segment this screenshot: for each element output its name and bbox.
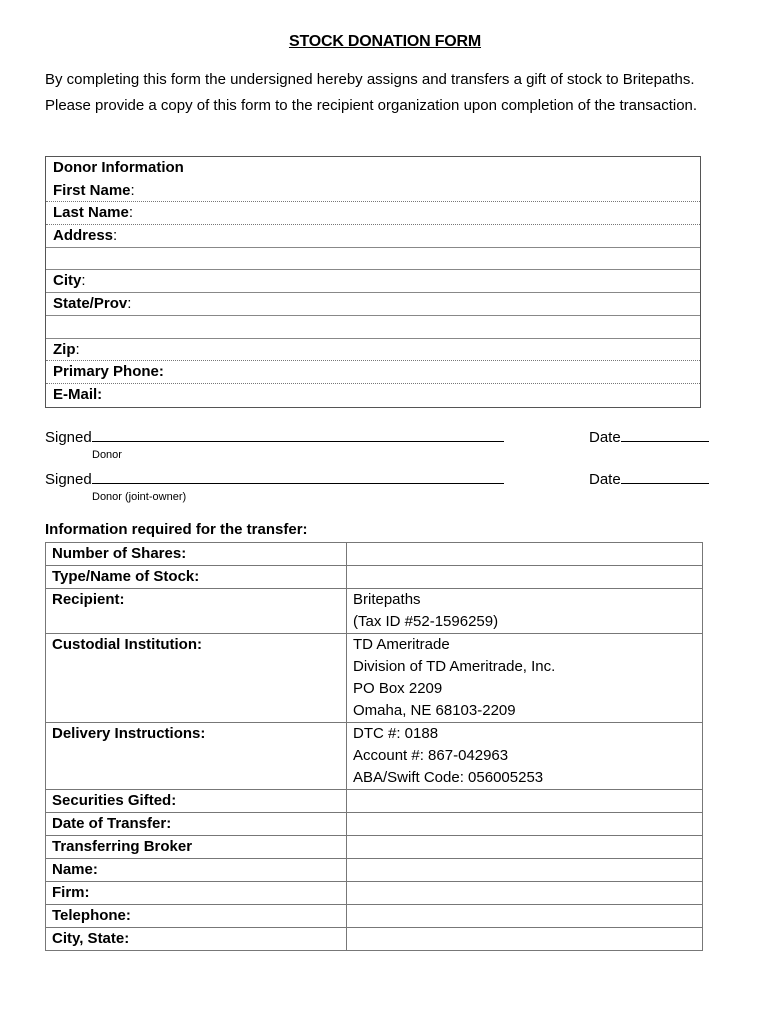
address-field[interactable] xyxy=(46,225,700,248)
joint-owner-caption: Donor (joint-owner) xyxy=(92,491,187,503)
transfer-label: Securities Gifted: xyxy=(46,790,347,813)
transfer-value[interactable] xyxy=(347,813,703,836)
transfer-heading: Information required for the transfer: xyxy=(45,521,308,538)
last-name-label: Last Name xyxy=(53,204,129,222)
transfer-value[interactable] xyxy=(347,882,703,905)
table-row xyxy=(46,566,703,589)
transfer-label: Date of Transfer: xyxy=(46,813,347,836)
transfer-value-line: DTC #: 0188 xyxy=(353,725,439,742)
transfer-value xyxy=(347,634,703,723)
colon: : xyxy=(75,340,80,358)
address-label: Address xyxy=(53,227,114,245)
city-label: City xyxy=(53,272,82,290)
transfer-value[interactable] xyxy=(347,790,703,813)
first-name-label: First Name xyxy=(53,181,131,199)
transfer-value xyxy=(347,589,703,634)
signed-label: Signed xyxy=(45,429,92,446)
transfer-label: Transferring Broker xyxy=(46,836,347,859)
transfer-label: Recipient: xyxy=(46,589,347,634)
intro-text: By completing this form the undersigned hereby assigns and transfers a gift of stock to Britepaths. Please provide a copy of this form to the recipient organization upon completion of the transaction. xyxy=(45,71,698,114)
first-name-field[interactable] xyxy=(46,180,700,203)
table-row xyxy=(46,543,703,566)
signature-underline xyxy=(92,427,504,442)
signed-label: Signed xyxy=(45,471,92,488)
transfer-value-line: PO Box 2209 xyxy=(353,680,443,697)
state-field[interactable] xyxy=(46,293,700,316)
transfer-value-line: ABA/Swift Code: 056005253 xyxy=(353,769,544,786)
donor-date-line[interactable] xyxy=(589,427,709,446)
transfer-value[interactable] xyxy=(347,928,703,951)
transfer-value[interactable] xyxy=(347,905,703,928)
transfer-label: Custodial Institution: xyxy=(46,634,347,723)
table-row xyxy=(46,723,703,790)
date-label: Date xyxy=(589,471,621,488)
address-line-2-field[interactable] xyxy=(46,248,700,271)
transfer-value[interactable] xyxy=(347,543,703,566)
donor-heading-row xyxy=(46,157,700,180)
table-row xyxy=(46,589,703,634)
transfer-value[interactable] xyxy=(347,566,703,589)
donor-heading: Donor Information xyxy=(53,159,184,176)
phone-field[interactable] xyxy=(46,361,700,384)
transfer-value-line: Britepaths xyxy=(353,591,421,608)
date-underline xyxy=(621,427,709,442)
email-field[interactable] xyxy=(46,384,700,407)
joint-signature-line[interactable] xyxy=(45,469,504,488)
transfer-value xyxy=(347,723,703,790)
zip-label: Zip xyxy=(53,340,76,358)
table-row xyxy=(46,836,703,859)
date-label: Date xyxy=(589,429,621,446)
transfer-info-table xyxy=(45,542,703,951)
joint-date-line[interactable] xyxy=(589,469,709,488)
signature-underline xyxy=(92,469,504,484)
table-row xyxy=(46,790,703,813)
table-row xyxy=(46,634,703,723)
transfer-label: Name: xyxy=(46,859,347,882)
transfer-value-line: Account #: 867-042963 xyxy=(353,747,509,764)
transfer-value[interactable] xyxy=(347,859,703,882)
colon: : xyxy=(81,272,86,290)
form-title: STOCK DONATION FORM xyxy=(288,33,482,50)
transfer-value-line: Omaha, NE 68103-2209 xyxy=(353,702,516,719)
table-row xyxy=(46,813,703,836)
state-label: State/Prov xyxy=(53,295,128,313)
last-name-field[interactable] xyxy=(46,202,700,225)
transfer-value[interactable] xyxy=(347,836,703,859)
table-row xyxy=(46,905,703,928)
donor-signature-line[interactable] xyxy=(45,427,504,446)
transfer-label: Delivery Instructions: xyxy=(46,723,347,790)
email-label: E-Mail: xyxy=(53,385,103,403)
city-field[interactable] xyxy=(46,270,700,293)
transfer-value-line: (Tax ID #52-1596259) xyxy=(353,613,499,630)
table-row xyxy=(46,928,703,951)
table-row xyxy=(46,859,703,882)
transfer-label: Telephone: xyxy=(46,905,347,928)
transfer-label: Number of Shares: xyxy=(46,543,347,566)
colon: : xyxy=(127,295,132,313)
state-line-2-field[interactable] xyxy=(46,316,700,339)
phone-label: Primary Phone: xyxy=(53,363,164,381)
colon: : xyxy=(130,181,135,199)
table-row xyxy=(46,882,703,905)
colon: : xyxy=(128,204,134,222)
zip-field[interactable] xyxy=(46,339,700,362)
date-underline xyxy=(621,469,709,484)
donor-info-table xyxy=(45,156,701,408)
transfer-label: Type/Name of Stock: xyxy=(46,566,347,589)
donor-caption: Donor xyxy=(92,449,122,461)
transfer-label: Firm: xyxy=(46,882,347,905)
transfer-value-line: TD Ameritrade xyxy=(353,636,450,653)
colon: : xyxy=(113,227,118,245)
transfer-label: City, State: xyxy=(46,928,347,951)
transfer-value-line: Division of TD Ameritrade, Inc. xyxy=(353,658,556,675)
